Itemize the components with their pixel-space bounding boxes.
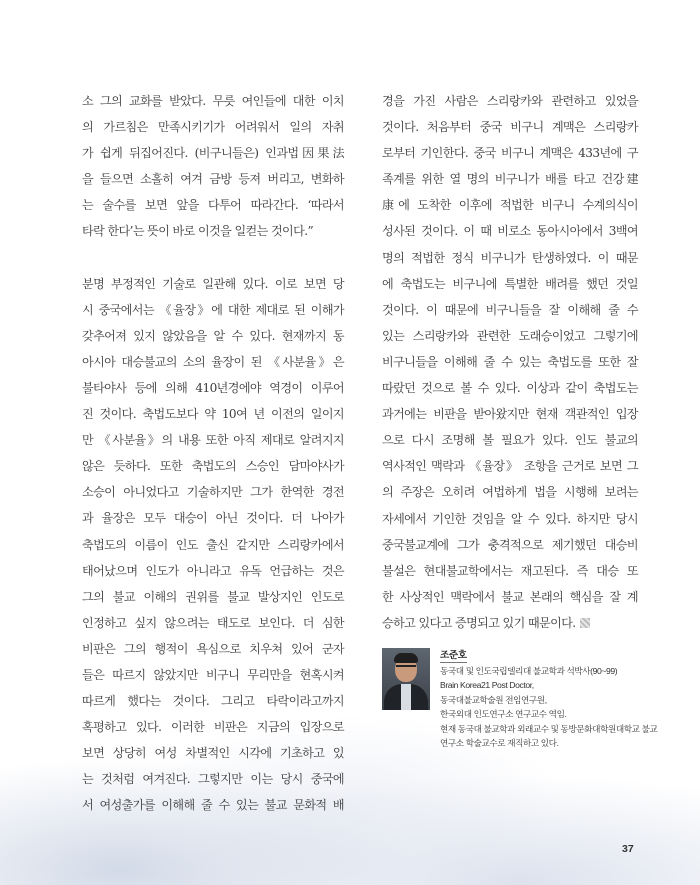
- text-line: 따르게 했다는 것이다. 그리고 타락이라고까지: [82, 694, 344, 709]
- left-column: [82, 88, 344, 819]
- text-line: 서 여성출가를 이해해 줄 수 있는 불교 문화적 배: [82, 798, 344, 813]
- text-line: 것이다. 이 때문에 비구니들을 잘 이해해 줄 수: [382, 302, 638, 317]
- author-name: 조준호: [440, 650, 467, 661]
- text-line: 인정하고 싶지 않으려는 태도로 보인다. 더 심한: [82, 615, 344, 630]
- text-line: 않은 듯하다. 또한 축법도의 스승인 담마야사가: [82, 459, 344, 474]
- text-line: 승하고 있다고 증명되고 있기 때문이다.: [382, 615, 576, 630]
- author-info: [440, 648, 658, 750]
- text-line: 소 그의 교화를 받았다. 무릇 여인들에 대한 이치: [82, 94, 344, 108]
- text-line: 에 축법도는 비구니에 특별한 배려를 했던 것일: [382, 276, 638, 291]
- photo-glasses: [396, 665, 416, 671]
- text-line: 들은 따르지 않았지만 비구니 무리만을 현혹시켜: [82, 667, 344, 682]
- text-line: 명의 적법한 정식 비구니가 탄생하였다. 이 때문: [382, 250, 638, 265]
- text-line: 을 들으면 소홀히 여겨 금방 등져 버리고, 변화하: [82, 172, 344, 187]
- text-line: 중국불교계에 그가 충격적으로 제기했던 대승비: [382, 537, 638, 552]
- right-column: [382, 88, 638, 636]
- author-bio-line: Brain Korea21 Post Doctor,: [440, 680, 534, 691]
- text-line: 역사적인 맥락과 《율장》 조항을 근거로 보면 그: [382, 459, 638, 474]
- text-line: 가 쉽게 뒤집어진다. (비구니들은) 인과법因果法: [82, 146, 344, 161]
- text-line: 한 사상적인 맥락에서 불교 본래의 핵심을 잘 계: [382, 589, 638, 604]
- text-line: 자세에서 기인한 것임을 알 수 있다. 하지만 당시: [382, 511, 638, 526]
- author-bio-line: 동국대불교학술원 전임연구원,: [440, 694, 547, 705]
- text-line: 갖추어져 있지 않았음을 알 수 있다. 현재까지 동: [82, 328, 344, 343]
- text-line: 혹평하고 있다. 이러한 비판은 지금의 입장으로: [82, 720, 344, 735]
- text-line: 으로 다시 조명해 볼 필요가 있다. 인도 불교의: [382, 433, 638, 448]
- text-line: 만 《사분율》의 내용 또한 아직 제대로 알려지지: [82, 433, 344, 448]
- text-line: 불설은 현대불교학에서는 재고된다. 즉 대승 또: [382, 563, 638, 578]
- text-line: 태어났으며 인도가 아니라고 유독 언급하는 것은: [82, 563, 344, 578]
- text-line: 는 것처럼 여겨진다. 그렇지만 이는 당시 중국에: [82, 772, 344, 787]
- author-photo: [382, 648, 430, 710]
- text-line: 아시아 대승불교의 소의 율장이 된 《사분율》은: [82, 354, 344, 369]
- photo-shirt: [401, 684, 411, 710]
- text-line: 그의 불교 이해의 권위를 불교 발상지인 인도로: [82, 589, 344, 604]
- text-line: 있는 스리랑카와 관련한 도래승이었고 그렇기에: [382, 328, 638, 343]
- text-line: 비구니들을 이해해 줄 수 있는 축법도를 또한 잘: [382, 354, 638, 369]
- text-line: 축법도의 이름이 인도 출신 같지만 스리랑카에서: [82, 537, 344, 552]
- end-mark-icon: [580, 618, 590, 628]
- text-line: 는 술수를 보면 앞을 다투어 따라간다. ‘따라서: [82, 198, 344, 213]
- text-line: 과거에는 비판을 받아왔지만 현재 객관적인 입장: [382, 407, 638, 422]
- text-line-final: [382, 610, 638, 636]
- text-line: 康에 도착한 이후에 적법한 비구니 수계의식이: [382, 198, 638, 213]
- text-line: 로부터 기인한다. 중국 비구니 계맥은 433년에 구: [382, 146, 638, 161]
- text-line: 진 것이다. 축법도보다 약 10여 년 이전의 일이지: [82, 407, 344, 422]
- photo-hair: [394, 653, 418, 663]
- text-line: 타락 한다’는 뜻이 바로 이것을 일컫는 것이다.”: [82, 224, 314, 239]
- author-bio-line: 현재 동국대 불교학과 외래교수 및 동방문화대학원대학교 불교: [440, 723, 658, 734]
- text-line: 시 중국에서는 《율장》에 대한 제대로 된 이해가: [82, 302, 344, 317]
- text-line: 의 주장은 오히려 여법하게 법을 시행해 보려는: [382, 485, 638, 500]
- text-line: 불타야사 등에 의해 410년경에야 역경이 이루어: [82, 380, 344, 395]
- text-line: 따랐던 것으로 볼 수 있다. 이상과 같이 축법도는: [382, 381, 638, 396]
- text-line: 경을 가진 사람은 스리랑카와 관련하고 있었을: [382, 94, 638, 108]
- paragraph-gap: [82, 245, 344, 271]
- text-line: 의 가르침은 만족시키기가 어려워서 일의 자취: [82, 120, 344, 135]
- text-line: 것이다. 처음부터 중국 비구니 계맥은 스리랑카: [382, 120, 638, 135]
- text-line: 과 율장은 모두 대승이 아닌 것이다. 더 나아가: [82, 511, 344, 526]
- text-line: 분명 부정적인 기술로 일관해 있다. 이로 보면 당: [82, 276, 344, 291]
- text-line: 성사된 것이다. 이 때 비로소 동아시아에서 3백여: [382, 224, 638, 239]
- page-number: 37: [622, 843, 634, 855]
- text-line: 족계를 위한 열 명의 비구니가 배를 타고 건강建: [382, 172, 638, 187]
- text-line: 소승이 아니었다고 기술하지만 그가 한역한 경전: [82, 485, 344, 500]
- author-bio-line: 연구소 학술교수로 재직하고 있다.: [440, 738, 559, 749]
- text-line: 보면 상당히 여성 차별적인 시각에 기초하고 있: [82, 746, 344, 761]
- author-bio-line: 동국대 및 인도국립델리대 불교학과 석박사(90~99): [440, 666, 618, 676]
- text-line: 비판은 그의 행적이 욕심으로 치우쳐 있어 군자: [82, 641, 344, 656]
- author-bio-line: 한국외대 인도연구소 연구교수 역임.: [440, 709, 567, 720]
